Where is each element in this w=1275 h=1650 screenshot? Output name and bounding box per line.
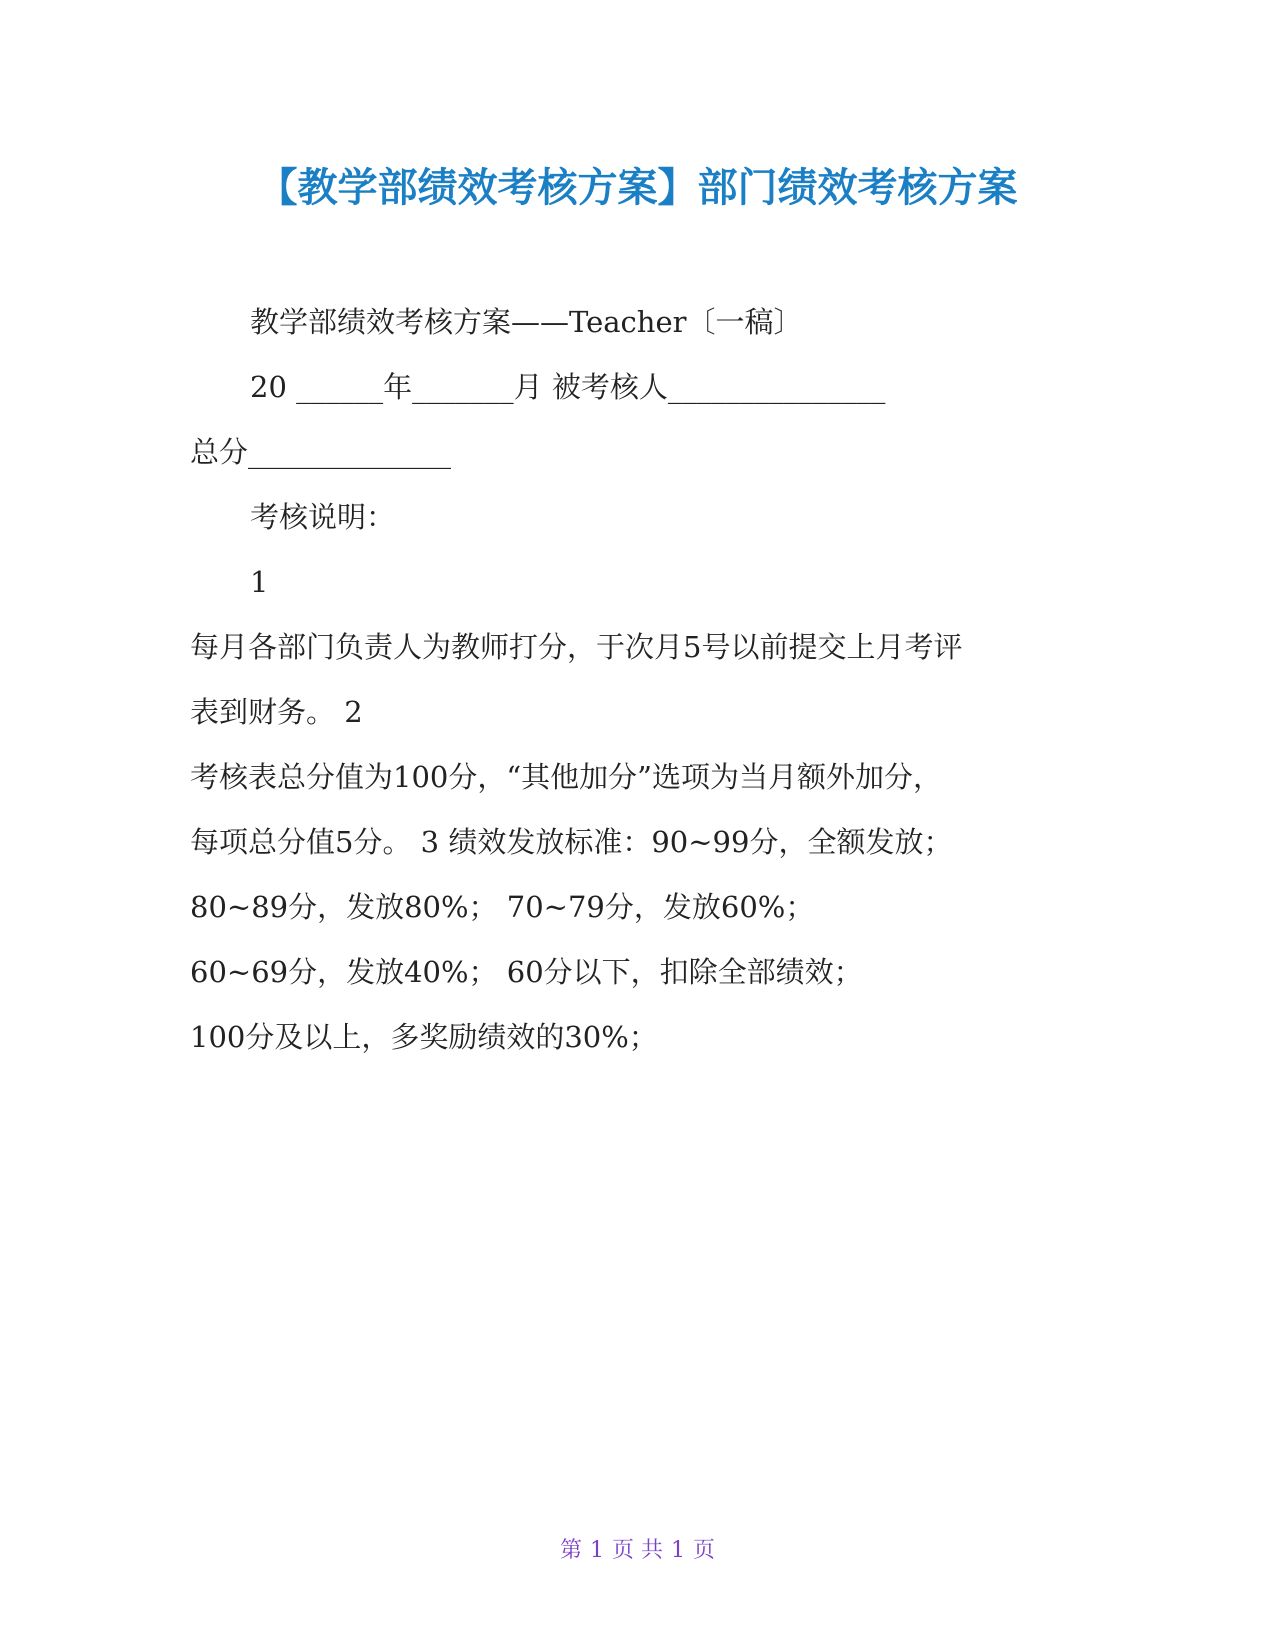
footer-total-pages: 1 <box>671 1538 685 1563</box>
body-line-paragraph: 80~89分，发放80%； 70~79分，发放60%； <box>190 890 815 924</box>
document-title: 【教学部绩效考核方案】部门绩效考核方案 <box>257 165 1018 211</box>
body-line-instructions-heading: 考核说明： <box>250 500 396 534</box>
body-line-item-number: 1 <box>250 565 269 599</box>
body-line-date-assessee: 20 ______年_______月 被考核人_______________ <box>250 370 886 404</box>
body-line-paragraph: 表到财务。 2 <box>190 695 363 729</box>
body-line-paragraph: 100分及以上，多奖励绩效的30%； <box>190 1020 658 1054</box>
body-line-subtitle: 教学部绩效考核方案——Teacher〔一稿〕 <box>250 305 803 339</box>
footer-label-of: 页 共 <box>612 1538 663 1563</box>
document-body <box>190 290 1080 1070</box>
page-footer <box>0 1536 1275 1566</box>
body-line-total-score: 总分______________ <box>190 435 452 469</box>
body-line-paragraph: 60~69分，发放40%； 60分以下，扣除全部绩效； <box>190 955 863 989</box>
body-line-paragraph: 考核表总分值为100分，“其他加分”选项为当月额外加分， <box>190 760 943 794</box>
body-line-paragraph: 每月各部门负责人为教师打分，于次月5号以前提交上月考评 <box>190 630 963 664</box>
footer-current-page: 1 <box>590 1538 604 1563</box>
body-line-paragraph: 每项总分值5分。 3 绩效发放标准：90~99分，全额发放； <box>190 825 953 859</box>
footer-label-pages: 页 <box>693 1538 716 1563</box>
footer-label-page: 第 <box>559 1538 582 1563</box>
